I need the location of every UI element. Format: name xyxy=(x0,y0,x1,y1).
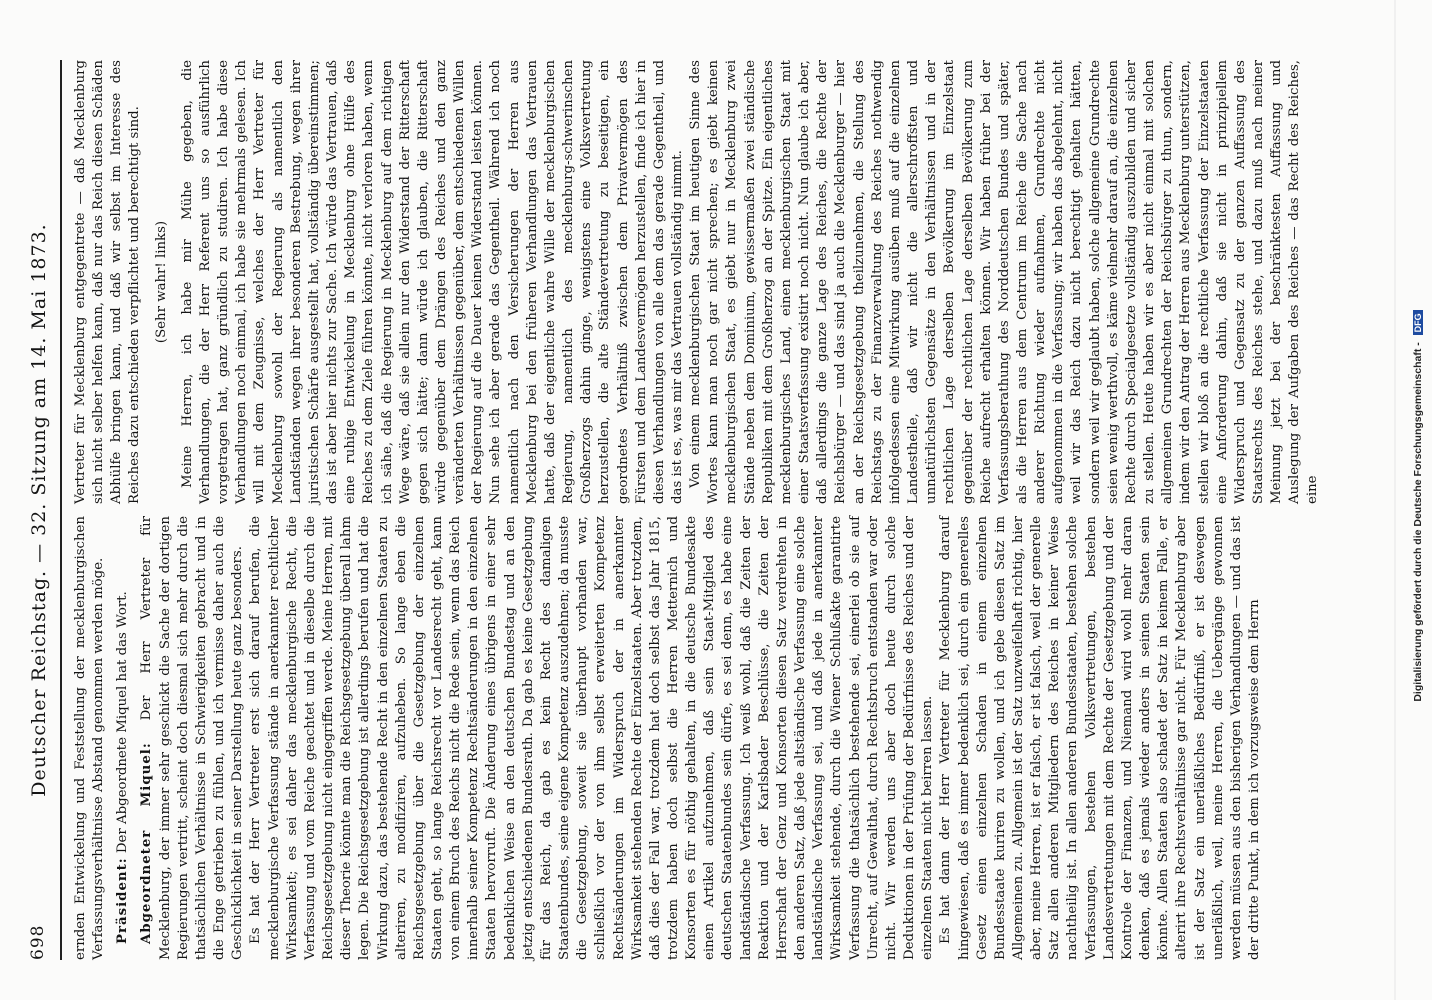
paragraph: Es hat dann der Herr Vertreter für Mecklenburg darauf hingewiesen, daß es immer bedenklich sei, durch ein generelles Gesetz einen einzelnen Schaden in einem einzelnen Bundesstaate kuriren zu wollen, und ich gebe diesen Satz im Allgemeinen zu. Allgemein ist der Satz unzweifelhaft richtig, hier aber, meine Herren, ist er falsch, er ist falsch, weil der generelle Satz allen anderen Mitgliedern des Reiches in keiner Weise nachtheilig ist. In allen anderen Bundesstaaten, bestehen solche Verfassungen, bestehen Volksvertretungen, bestehen Landesvertretungen mit dem Rechte der Gesetzgebung und der Kontrole der Finanzen, und Niemand wird wohl mehr daran denken, daß es jemals wieder anders in seinen Staaten sein könnte. Allen Staaten also schadet der Satz in keinem Falle, er alterirt ihre Rechtsverhältnisse gar nicht. Für Mecklenburg aber ist der Satz ein unerläßliches Bedürfniß, er ist deswegen unerläßlich, weil, meine Herren, die Uebergänge gewonnen werden müssen aus den bisherigen Verhandlungen — und das ist der dritte Punkt, in dem ich vorzugsweise dem Herrn xyxy=(938,516,1262,960)
paragraph: ernden Entwickelung und Feststellung der mecklenburgischen Verfassungsverhältnisse Abstand genommen werden möge. xyxy=(73,516,107,960)
paragraph: Es hat der Herr Vertreter erst sich darauf berufen, die mecklenburgische Verfassung stände in anerkannter rechtlicher Wirksamkeit; es sei daher das mecklenburgische Recht, die Verfassung und vom Reiche geachtet und in dieselbe durch die Reichsgesetzgebung nicht eingegriffen werde. Meine Herren, mit dieser Theorie könnte man die Reichsgesetzgebung überall lahm legen. Die Reichsgesetzgebung ist allerdings berufen und hat die Wirkung dazu, das bestehende Recht in den einzelnen Staaten zu alteriren, zu modifiziren, aufzuheben. So lange eben die Reichsgesetzgebung über die Gesetzgebung der einzelnen Staaten geht, so lange Reichsrecht vor Landesrecht geht, kann von einem Bruch des Reichs nicht die Rede sein, wenn das Reich innerhalb seiner Kompetenz Rechtsänderungen in den einzelnen Staaten hervorruft. Die Änderung eines übrigens in einer sehr bedenklichen Weise an den deutschen Bundestag und an den jetzig entschiedenen Bundesrath. Da gab es keine Gesetzgebung für das Reich, da gab es kein Recht des damaligen Staatenbundes, seine eigene Kompetenz auszudehnen; da musste die Gesetzgebung, soweit sie überhaupt vorhanden war, schließlich vor der von ihm selbst erweiterten Kompetenz Rechtsänderungen im Widerspruch der in anerkannter Wirksamkeit stehenden Rechte der Einzelstaaten. Aber trotzdem, daß dies der Fall war, trotzdem hat doch selbst das Jahr 1815, trotzdem haben doch selbst die Herren Metternich und Konsorten es für nöthig gehalten, in die deutsche Bundesakte einen Artikel aufzunehmen, daß sein Staat-Mitglied des deutschen Staatenbundes sein dürfe, es sei denn, es habe eine landständische Verfassung. Ich weiß wohl, daß die Zeiten der Reaktion und der Karlsbader Beschlüsse, die Zeiten der Herrschaft der Genz und Konsorten diesen Satz verdrehten in den anderen Satz, daß jede altständische Verfassung eine solche landständische Verfassung sei, und daß jede in anerkannter Wirksamkeit stehende, durch die Wiener Schlußakte garantirte Verfassung die thatsächlich bestehende sei, einerlei ob sie auf Unrecht, auf Gewalthat, durch Rechtsbruch entstanden war oder nicht. Wir werden uns aber doch heute durch solche Deduktionen in der Prüfung der Bedürfnisse des Reiches und der einzelnen Staaten nicht beirren lassen. xyxy=(248,516,936,960)
paragraph: Von einem mecklenburgischen Staat im heutigen Sinne des Wortes kann man noch gar nicht sprechen; es giebt keinen mecklenburgischen Staat, es giebt nur in Mecklenburg zwei Stände neben dem Dominium, gewissermaßen zwei ständische Republiken mit dem Großherzog an der Spitze. Ein eigentliches mecklenburgisches Land, einen mecklenburgischen Staat mit einer Staatsverfassung existirt noch nicht. Nun glaube ich aber, daß allerdings die ganze Lage des Reiches, die Rechte der Reichsbürger — und das sind ja auch die Mecklenburger — hier an der Reichsgesetzgebung theilzunehmen, die Stellung des Reichstags zu der Finanzverwaltung des Reiches nothwendig infolgedessen eine Mitwirkung ausüben muß auf die einzelnen Landestheile, daß wir nicht die allerschroffsten und unnatürlichsten Gegensätze in den Verhältnissen und in der rechtlichen Lage derselben Bevölkerung im Einzelstaat gegenüber der rechtlichen Lage derselben Bevölkerung zum Reiche aufrecht erhalten können. Wir haben früher bei der Verfassungsberathung des Norddeutschen Bundes und später, als die Herren aus dem Centrum im Reiche die Sache nach anderer Richtung wieder aufnahmen, Grundrechte nicht aufgenommen in die Verfassung; wir haben das abgelehnt, nicht weil wir das Reich dazu nicht berechtigt gehalten hätten, sondern weil wir geglaubt haben, solche allgemeine Grundrechte seien wenig werthvoll, es käme vielmehr darauf an, die einzelnen Rechte durch Specialgesetze vollständig auszubilden und sicher zu stellen. Heute haben wir es aber nicht einmal mit solchen allgemeinen Grundrechten der Reichsbürger zu thun, sondern, indem wir den Antrag der Herren aus Mecklenburg unterstützen, stellen wir bloß an die rechtliche Verfassung der Einzelstaaten eine Anforderung dahin, daß sie nicht in prinzipiellem Widerspruch und Gegensatz zu der ganzen Auffassung des Staatsrechts des Reiches stehe, und dazu muß nach meiner Meinung jetzt bei der beschränktesten Auffassung und Auslegung der Aufgaben des Reiches — das Recht des Reiches, eine xyxy=(688,60,1321,504)
speech-paragraph xyxy=(138,516,247,960)
speech-text: Der Herr Vertreter für Mecklenburg, der immer sehr geschickt die Sache der dortigen Regierungen vertritt, scheint doch diesmal sich mehr durch die thatsächlichen Verhältnisse in Schwierigkeiten gebracht und in die Enge getrieben zu fühlen, und ich vermisse daher auch die Geschicklichkeit in seiner Darstellung heute ganz besonders. xyxy=(139,516,246,960)
remark-text: Der Abgeordnete Miquel hat das Wort. xyxy=(115,591,131,854)
page-number: 698 xyxy=(28,924,48,960)
left-column xyxy=(72,516,1264,960)
right-column xyxy=(72,60,1323,504)
credit-text: Digitalisierung gefördert durch die Deutsche Forschungsgemeinschaft - xyxy=(1412,342,1424,702)
digitization-credit xyxy=(1412,126,1424,886)
speaker-label: Abgeordneter Miquel: xyxy=(139,742,155,944)
paragraph: Meine Herren, ich habe mir Mühe gegeben, die Verhandlungen, die der Herr Referent uns so ausführlich vorgetragen hat, ganz gründlich zu studiren. Ich habe diese Verhandlungen noch einmal, ich habe sie mehrmals gelesen. Ich will mit dem Zeugnisse, welches der Herr Vertreter für Mecklenburg sowohl der Regierung als namentlich den Landständen wegen ihrer besonderen Bestrebung, wegen ihrer juristischen Schärfe ausgestellt hat, vollständig übereinstimmen; das ist aber hier nichts zur Sache. Ich würde das Vertrauen, daß eine ruhige Entwickelung in Mecklenburg ohne Hülfe des Reiches zu dem Ziele führen könnte, nicht verloren haben, wenn ich sähe, daß die Regierung in Mecklenburg auf dem richtigen Wege wäre, daß sie allein nur den Widerstand der Ritterschaft gegen sich hätte; dann würde ich glauben, die Ritterschaft würde gegenüber dem Drängen des Reiches und den ganz veränderten Verhältnissen gegenüber, dem entschiedenen Willen der Regierung auf die Dauer keinen Widerstand leisten können. Nun sehe ich aber gerade das Gegentheil. Während ich noch namentlich nach den Versicherungen der Herren aus Mecklenburg bei den früheren Verhandlungen das Vertrauen hatte, daß der eigentliche wahre Wille der mecklenburgischen Regierung, namentlich des mecklenburg-schwerinschen Großherzogs dahin ginge, wenigstens eine Volksvertretung herzustellen, die alte Ständevertretung zu beseitigen, ein geordnetes Verhältniß zwischen dem Privatvermögen des Fürsten und dem Landesvermögen herzustellen, finde ich hier in diesen Verhandlungen von alle dem das gerade Gegentheil, und das ist es, was mir das Vertrauen vollständig nimmt. xyxy=(179,60,685,504)
running-title: Deutscher Reichstag. — 32. Sitzung am 14. Mai 1873. xyxy=(28,223,50,797)
president-remark xyxy=(114,516,132,960)
speaker-label: Präsident: xyxy=(115,857,131,944)
page-header xyxy=(28,60,58,960)
header-rule xyxy=(60,60,62,960)
dfg-logo: DFG xyxy=(1413,310,1423,335)
paragraph: Vertreter für Mecklenburg entgegentrete — daß Mecklenburg sich nicht selber helfen kann, daß nur das Reich diesen Schäden Abhülfe bringen kann, und daß wir selbst im Interesse des Reiches dazu entschieden verpflichtet und berechtigt sind. xyxy=(73,60,143,504)
interjection: (Sehr wahr! links) xyxy=(153,220,169,344)
